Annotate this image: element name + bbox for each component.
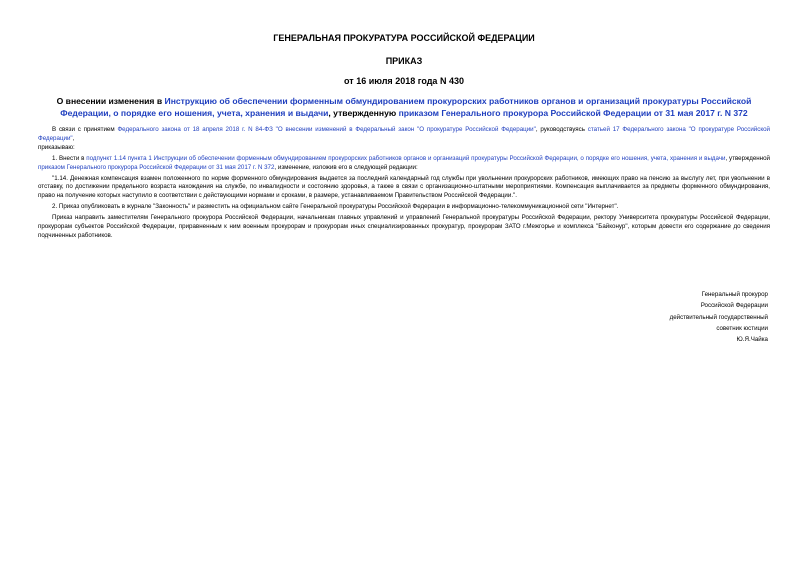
paragraph-item-1 [38, 155, 770, 173]
paragraph-preamble [38, 126, 770, 144]
title-link-instruction[interactable]: Инструкцию об обеспечении форменным обмундированием прокурорских работников органов и организаций прокуратуры Российской Федерации, о порядке его ношения, учета, хранения и выдачи [60, 96, 752, 118]
link-article-17[interactable]: статьей 17 Федерального закона "О прокуратуре Российской Федерации" [38, 126, 771, 142]
document-date: от 16 июля 2018 года N 430 [344, 76, 464, 86]
preamble-text-2: , руководствуясь [535, 126, 588, 133]
title-text-2: , утвержденную [328, 107, 399, 118]
paragraph-item-2: 2. Приказ опубликовать в журнале "Законность" и разместить на официальном сайте Генеральной прокуратуры Российской Федерации в информационно-телекоммуникационной сети "Интернет". [52, 203, 619, 211]
link-subitem-1-14[interactable]: подпункт 1.14 пункта 1 Инструкции об обеспечении форменным обмундированием прокурорских работников органов и организаций прокуратуры Российской Федерации, о порядке его ношения, учета, хранения и выдачи [86, 154, 726, 162]
paragraph-order-word: приказываю: [38, 143, 75, 151]
title-text-1: О внесении изменения в [56, 96, 165, 106]
organization-heading: ГЕНЕРАЛЬНАЯ ПРОКУРАТУРА РОССИЙСКОЙ ФЕДЕРАЦИИ [273, 33, 535, 43]
paragraph-quote-1-14: "1.14. Денежная компенсация взамен положенного по норме форменного обмундирования выдается за последний календарный год службы при увольнении прокурорских работников, имеющих право на пенсию за выслугу лет, при увольнении в отставку, по достижении предельного возраста нахождения на службе, по инвалидности и состоянию здоровья, а также в связи с организационно-штатными мероприятиями. Компенсация выплачивается за предметы форменного обмундирования, право на получение которых наступило в соответствии с действующими нормами и сроками, в размере, устанавливаемом Правительством Российской Федерации.". [38, 174, 770, 200]
document-type: ПРИКАЗ [385, 56, 423, 66]
document-title [38, 96, 770, 119]
signature-line-1: Генеральный прокурор [701, 291, 768, 298]
document-body [38, 126, 770, 241]
title-link-order[interactable]: приказом Генерального прокурора Российской Федерации от 31 мая 2017 г. N 372 [398, 107, 748, 118]
signature-block [670, 289, 768, 345]
signature-line-3: действительный государственный [669, 313, 768, 321]
link-federal-law-84fz[interactable]: Федерального закона от 18 апреля 2018 г. N 84-ФЗ "О внесении изменений в Федеральный закон "О прокуратуре Российской Федерации" [117, 126, 536, 133]
preamble-text-3: , [72, 134, 75, 142]
preamble-text-1: В связи с принятием [52, 126, 118, 133]
item1-text-3: , изменение, изложив его в следующей редакции: [274, 163, 418, 171]
item1-text-1: 1. Внести в [52, 154, 87, 162]
link-order-372[interactable]: приказом Генерального прокурора Российской Федерации от 31 мая 2017 г. N 372 [38, 163, 275, 171]
paragraph-distribution: Приказ направить заместителям Генерального прокурора Российской Федерации, начальникам главных управлений и управлений Генеральной прокуратуры Российской Федерации, ректору Университета прокуратуры Российской Федерации, прокурорам субъектов Российской Федерации, приравненным к ним военным прокурорам и прокурорам иных специализированных прокуратур, прокурорам ЗАТО г.Межгорье и комплекса "Байконур", которым довести его содержание до сведения подчиненных работников. [38, 214, 770, 239]
item1-text-2: , утвержденной [725, 154, 770, 162]
signature-line-4: советник юстиции [716, 324, 768, 332]
signature-name: Ю.Я.Чайка [736, 336, 768, 344]
signature-line-2: Российской Федерации [700, 302, 768, 310]
